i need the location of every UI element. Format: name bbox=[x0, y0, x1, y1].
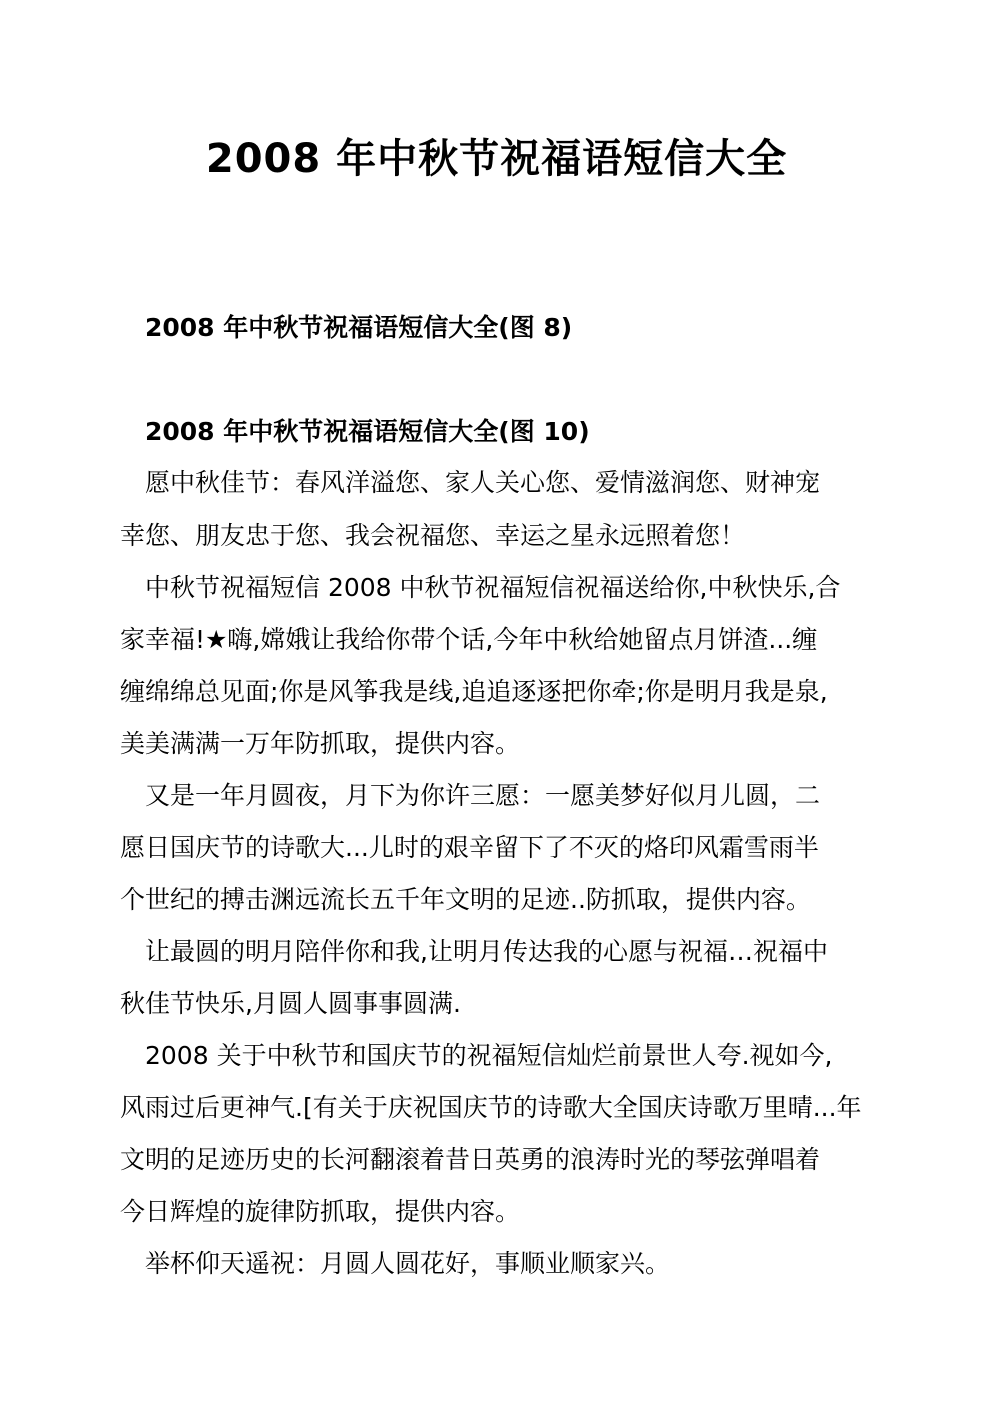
paragraph-line: 缠绵绵总见面;你是风筝我是线,追追逐逐把你牵;你是明月我是泉, bbox=[120, 677, 828, 706]
paragraph-line: 愿日国庆节的诗歌大...儿时的艰辛留下了不灭的烙印风霜雪雨半 bbox=[120, 833, 819, 862]
paragraph-line: 幸您、朋友忠于您、我会祝福您、幸运之星永远照着您！ bbox=[120, 521, 746, 550]
paragraph-line: 个世纪的搏击渊远流长五千年文明的足迹..防抓取，提供内容。 bbox=[120, 885, 811, 914]
page-title: 2008 年中秋节祝福语短信大全 bbox=[205, 136, 788, 182]
paragraph-line: 秋佳节快乐,月圆人圆事事圆满. bbox=[120, 989, 461, 1018]
paragraph-line: 美美满满一万年防抓取，提供内容。 bbox=[120, 729, 521, 758]
paragraph-line: 文明的足迹历史的长河翻滚着昔日英勇的浪涛时光的琴弦弹唱着 bbox=[120, 1145, 821, 1174]
paragraph-line: 2008 关于中秋节和国庆节的祝福短信灿烂前景世人夸.视如今, bbox=[145, 1041, 833, 1070]
paragraph-line: 中秋节祝福短信 2008 中秋节祝福短信祝福送给你,中秋快乐,合 bbox=[145, 573, 841, 602]
paragraph-line: 风雨过后更神气.[有关于庆祝国庆节的诗歌大全国庆诗歌万里晴...年 bbox=[120, 1093, 862, 1122]
paragraph-line: 今日辉煌的旋律防抓取，提供内容。 bbox=[120, 1197, 521, 1226]
paragraph-line: 又是一年月圆夜，月下为你许三愿：一愿美梦好似月儿圆，二 bbox=[145, 781, 821, 810]
paragraph-line: 举杯仰天遥祝：月圆人圆花好，事顺业顺家兴。 bbox=[145, 1249, 671, 1278]
paragraph-line: 让最圆的明月陪伴你和我,让明月传达我的心愿与祝福…祝福中 bbox=[145, 937, 828, 966]
caption-figure-8: 2008 年中秋节祝福语短信大全(图 8) bbox=[145, 313, 573, 342]
caption-figure-10: 2008 年中秋节祝福语短信大全(图 10) bbox=[145, 417, 590, 446]
paragraph-line: 家幸福!★嗨,嫦娥让我给你带个话,今年中秋给她留点月饼渣...缠 bbox=[120, 625, 818, 654]
paragraph-line: 愿中秋佳节：春风洋溢您、家人关心您、爱情滋润您、财神宠 bbox=[145, 468, 821, 497]
